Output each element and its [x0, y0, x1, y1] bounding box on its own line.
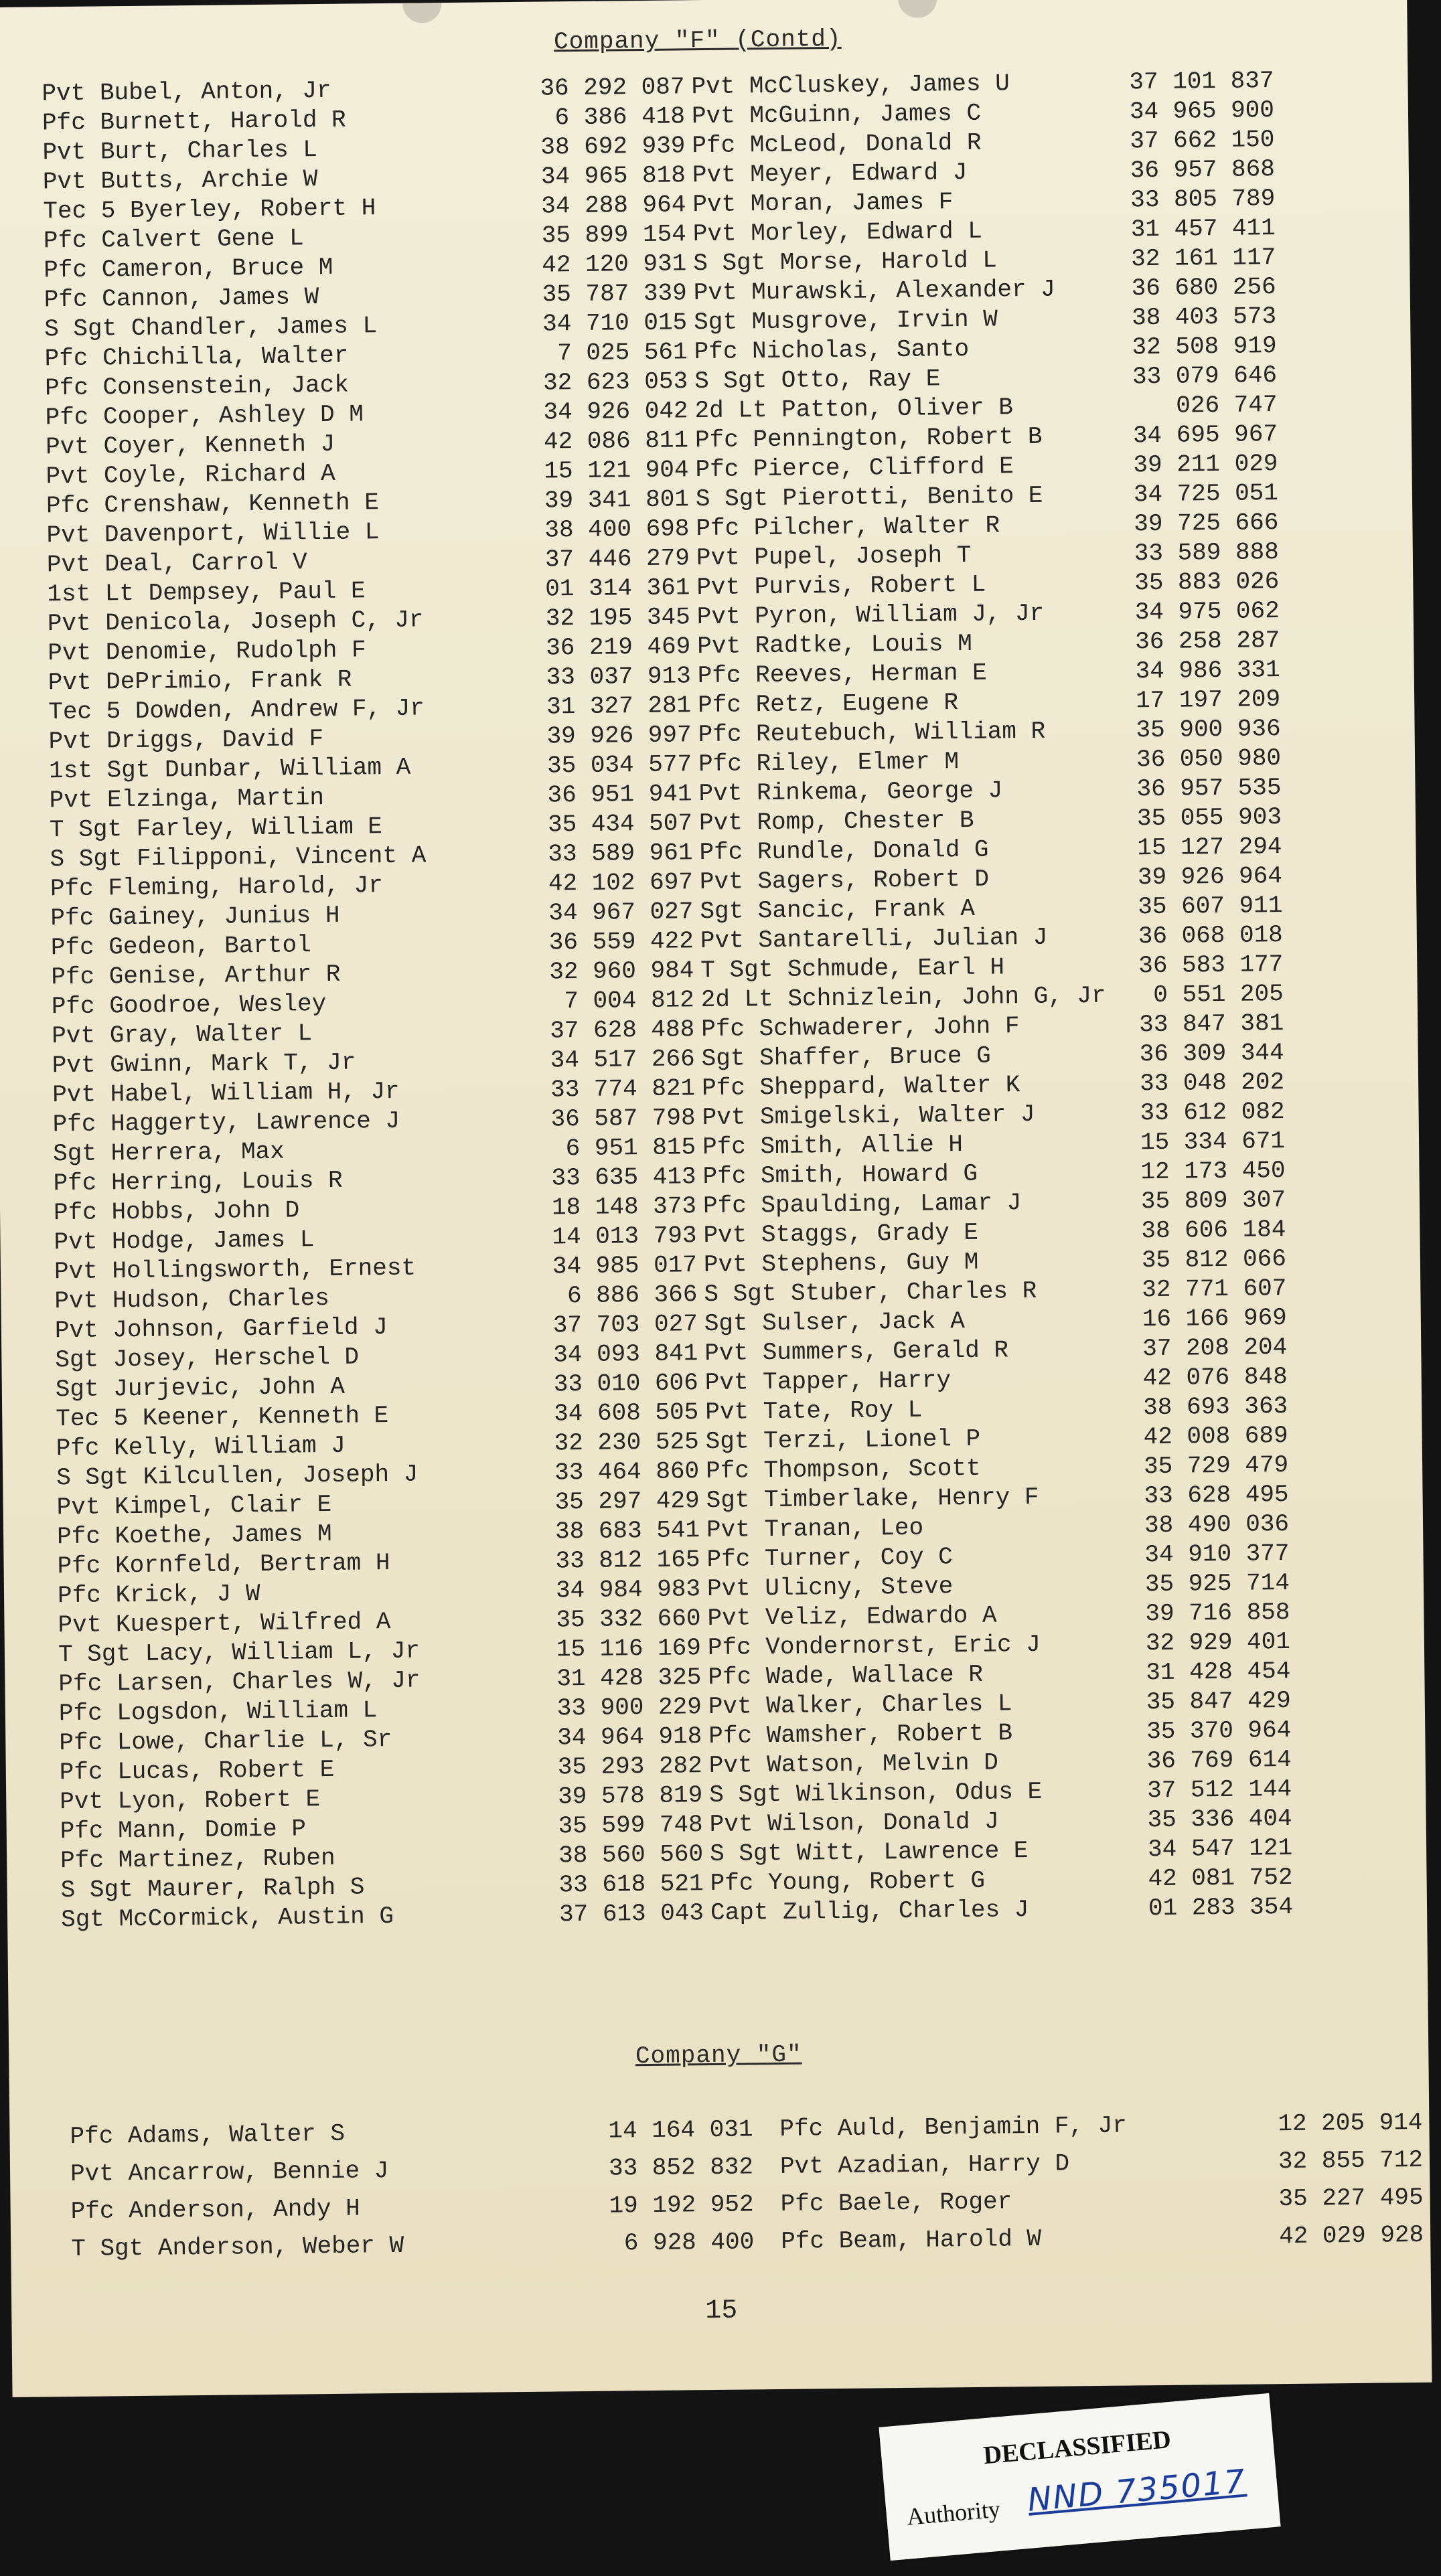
- soldier-name: Pvt Coyer, Kenneth J: [45, 430, 335, 461]
- serial-number: 15 334 671: [1140, 1127, 1286, 1157]
- serial-number: 33 774 821: [550, 1074, 696, 1104]
- soldier-name: Pfc Consenstein, Jack: [44, 371, 350, 402]
- soldier-name: Pfc Pennington, Robert B: [694, 422, 1043, 455]
- serial-number: 32 771 607: [1142, 1274, 1287, 1304]
- soldier-name: Pvt Tranan, Leo: [706, 1514, 924, 1544]
- soldier-name: Sgt Jurjevic, John A: [55, 1372, 346, 1404]
- soldier-name: Pvt Santarelli, Julian J: [700, 923, 1048, 955]
- soldier-name: Pfc Martinez, Ruben: [60, 1844, 335, 1875]
- serial-number: 34 093 841: [553, 1340, 698, 1369]
- serial-number: 38 490 036: [1144, 1510, 1290, 1540]
- serial-number: 34 608 505: [553, 1398, 699, 1428]
- soldier-name: Sgt Timberlake, Henry F: [706, 1483, 1039, 1515]
- soldier-name: Pvt Gray, Walter L: [52, 1020, 313, 1050]
- soldier-name: Pvt Ancarrow, Bennie J: [70, 2157, 389, 2188]
- soldier-name: Pvt Romp, Chester B: [698, 806, 974, 837]
- soldier-name: Pvt DePrimio, Frank R: [48, 665, 352, 697]
- serial-number: 36 680 256: [1131, 273, 1276, 303]
- serial-number: 34 964 918: [557, 1722, 702, 1752]
- serial-number: 34 975 062: [1134, 597, 1280, 627]
- soldier-name: Pvt Habel, William H, Jr: [52, 1077, 400, 1109]
- soldier-name: Sgt Herrera, Max: [52, 1137, 285, 1168]
- serial-number: 15 116 169: [556, 1634, 702, 1664]
- soldier-name: Sgt Terzi, Lionel P: [705, 1425, 981, 1456]
- serial-number: 6 951 815: [565, 1133, 696, 1163]
- serial-number: 33 900 229: [556, 1693, 702, 1722]
- serial-number: 32 161 117: [1130, 244, 1276, 273]
- soldier-name: Pfc Chichilla, Walter: [44, 341, 349, 373]
- serial-number: 35 227 495: [1278, 2183, 1424, 2213]
- soldier-name: S Sgt Wilkinson, Odus E: [709, 1777, 1043, 1809]
- company-f-roster: [0, 65, 1408, 1934]
- soldier-name: Pfc Hobbs, John D: [53, 1196, 300, 1227]
- soldier-name: Pvt McGuinn, James C: [691, 99, 982, 131]
- serial-number: 35 899 154: [541, 220, 687, 250]
- soldier-name: Pvt Tapper, Harry: [704, 1366, 952, 1397]
- serial-number: 12 205 914: [1278, 2108, 1423, 2138]
- serial-number: 34 926 042: [543, 397, 688, 426]
- soldier-name: Pfc Wade, Wallace R: [708, 1660, 984, 1692]
- serial-number: 33 847 381: [1138, 1010, 1284, 1039]
- soldier-name: Tec 5 Keener, Kenneth E: [56, 1402, 389, 1433]
- soldier-name: Pfc Cameron, Bruce M: [44, 253, 333, 285]
- soldier-name: Pvt Meyer, Edward J: [692, 158, 968, 189]
- serial-number: 33 037 913: [546, 662, 691, 692]
- serial-number: 36 587 798: [550, 1104, 696, 1133]
- soldier-name: Pvt Denicola, Joseph C, Jr: [47, 606, 424, 638]
- soldier-name: Pvt Coyle, Richard A: [46, 459, 335, 491]
- soldier-name: Pfc Goodroe, Wesley: [51, 989, 327, 1021]
- roster-entry: [780, 2146, 1423, 2182]
- soldier-name: Sgt Sulser, Jack A: [704, 1307, 965, 1338]
- soldier-name: Pfc Beam, Harold W: [781, 2225, 1042, 2255]
- serial-number: 39 716 858: [1145, 1598, 1290, 1628]
- serial-number: 33 589 961: [548, 839, 693, 868]
- soldier-name: Pvt Gwinn, Mark T, Jr: [52, 1048, 356, 1080]
- serial-number: 36 258 287: [1134, 627, 1280, 656]
- serial-number: 35 847 429: [1146, 1686, 1292, 1716]
- soldier-name: Pfc Koethe, James M: [56, 1520, 332, 1551]
- soldier-name: Pfc Turner, Coy C: [706, 1543, 954, 1574]
- soldier-name: Pfc Mann, Domie P: [60, 1815, 307, 1846]
- serial-number: 7 025 561: [557, 338, 688, 368]
- serial-number: 33 628 495: [1144, 1480, 1289, 1510]
- soldier-name: Pfc Adams, Walter S: [70, 2119, 346, 2151]
- soldier-name: Pvt Johnson, Garfield J: [54, 1313, 388, 1345]
- roster-entry: [710, 1893, 1293, 1928]
- serial-number: 32 230 525: [554, 1428, 699, 1457]
- company-f-heading: Company "F" (Contd): [553, 25, 842, 56]
- serial-number: 16 166 969: [1142, 1303, 1288, 1334]
- serial-number: 35 293 282: [557, 1752, 702, 1781]
- serial-number: 34 986 331: [1135, 656, 1280, 686]
- soldier-name: T Sgt Anderson, Weber W: [71, 2231, 404, 2263]
- soldier-name: Pfc Lowe, Charlie L, Sr: [59, 1726, 392, 1757]
- company-g-heading: Company "G": [635, 2040, 802, 2071]
- soldier-name: Tec 5 Dowden, Andrew F, Jr: [48, 694, 425, 726]
- serial-number: 35 809 307: [1140, 1186, 1286, 1216]
- serial-number: 026 747: [1176, 391, 1278, 420]
- serial-number: 36 951 941: [547, 780, 692, 809]
- soldier-name: Pvt Murawski, Alexander J: [693, 275, 1056, 307]
- soldier-name: Pfc Kelly, William J: [56, 1431, 346, 1463]
- serial-number: 35 812 066: [1141, 1244, 1287, 1275]
- serial-number: 6 928 400: [623, 2228, 755, 2257]
- soldier-name: Pvt Hodge, James L: [54, 1226, 315, 1257]
- serial-number: 32 929 401: [1145, 1627, 1291, 1658]
- serial-number: 35 332 660: [556, 1605, 701, 1634]
- serial-number: 37 208 204: [1142, 1333, 1288, 1363]
- serial-number: 35 787 339: [542, 279, 687, 309]
- serial-number: 38 683 541: [554, 1516, 700, 1546]
- serial-number: 15 121 904: [544, 456, 689, 485]
- serial-number: 37 703 027: [552, 1310, 698, 1340]
- serial-number: 38 403 573: [1131, 303, 1277, 332]
- declassified-stamp: [879, 2393, 1280, 2561]
- serial-number: 38 606 184: [1141, 1215, 1286, 1245]
- soldier-name: Sgt Sancic, Frank A: [700, 894, 976, 926]
- stamp-authority-label: Authority: [905, 2495, 1002, 2530]
- soldier-name: Pvt Driggs, David F: [48, 725, 324, 756]
- soldier-name: Pfc Gainey, Junius H: [50, 901, 340, 933]
- soldier-name: Pfc Riley, Elmer M: [698, 748, 960, 779]
- soldier-name: Pfc Retz, Eugene R: [697, 689, 959, 720]
- serial-number: 33 618 521: [558, 1870, 704, 1899]
- soldier-name: Pfc McLeod, Donald R: [692, 129, 982, 160]
- soldier-name: Pvt Kuespert, Wilfred A: [58, 1608, 391, 1639]
- serial-number: 32 623 053: [542, 368, 688, 397]
- roster-entry: [781, 2221, 1424, 2257]
- soldier-name: Pfc Thompson, Scott: [705, 1454, 981, 1485]
- serial-number: 36 068 018: [1138, 921, 1284, 951]
- serial-number: 35 434 507: [547, 809, 693, 839]
- roster-entry: [70, 2152, 753, 2189]
- serial-number: 39 926 964: [1137, 862, 1283, 892]
- serial-number: 34 288 964: [541, 191, 686, 220]
- soldier-name: Pvt Walker, Charles L: [708, 1690, 1012, 1721]
- soldier-name: Pfc Reeves, Herman E: [697, 659, 987, 690]
- serial-number: 33 010 606: [553, 1369, 698, 1398]
- soldier-name: Pvt Rinkema, George J: [698, 777, 1003, 808]
- page-number: 15: [705, 2296, 738, 2327]
- soldier-name: Pvt Stephens, Guy M: [703, 1248, 979, 1279]
- stamp-authority-value: NND 735017: [1026, 2462, 1248, 2519]
- roster-entry: [71, 2227, 754, 2264]
- soldier-name: Pvt Staggs, Grady E: [703, 1218, 979, 1250]
- soldier-name: S Sgt Pierotti, Benito E: [695, 481, 1043, 513]
- soldier-name: Pfc Cooper, Ashley D M: [45, 400, 364, 432]
- serial-number: 31 457 411: [1130, 214, 1276, 244]
- serial-number: 36 219 469: [546, 633, 691, 662]
- serial-number: 38 400 698: [544, 515, 690, 544]
- serial-number: 36 769 614: [1146, 1745, 1292, 1775]
- soldier-name: Pvt Hudson, Charles: [54, 1284, 330, 1315]
- soldier-name: Capt Zullig, Charles J: [710, 1896, 1029, 1927]
- soldier-name: S Sgt Witt, Lawrence E: [709, 1837, 1029, 1868]
- soldier-name: Pfc Spaulding, Lamar J: [702, 1189, 1022, 1220]
- serial-number: 42 102 697: [548, 868, 694, 898]
- soldier-name: Pfc Crenshaw, Kenneth E: [46, 489, 380, 520]
- serial-number: 42 120 931: [542, 250, 687, 279]
- serial-number: 6 886 366: [566, 1281, 698, 1310]
- serial-number: 39 926 997: [546, 721, 692, 750]
- serial-number: 38 692 939: [540, 132, 686, 161]
- serial-number: 36 957 535: [1136, 774, 1282, 803]
- soldier-name: Pvt Moran, James F: [692, 188, 954, 219]
- soldier-name: Pvt Morley, Edward L: [692, 217, 983, 248]
- serial-number: 34 967 027: [548, 898, 694, 927]
- serial-number: 37 613 043: [558, 1899, 704, 1929]
- serial-number: 36 583 177: [1138, 951, 1284, 980]
- soldier-name: S Sgt Maurer, Ralph S: [60, 1873, 365, 1905]
- serial-number: 37 628 488: [550, 1016, 695, 1045]
- soldier-name: 1st Sgt Dunbar, William A: [48, 753, 411, 785]
- soldier-name: Pvt Smigelski, Walter J: [702, 1100, 1035, 1132]
- soldier-name: Pvt Veliz, Edwardo A: [707, 1601, 997, 1633]
- serial-number: 35 370 964: [1146, 1716, 1292, 1746]
- serial-number: 37 446 279: [544, 544, 690, 574]
- soldier-name: S Sgt Filipponi, Vincent A: [50, 841, 427, 874]
- soldier-name: Pvt Lyon, Robert E: [60, 1785, 321, 1816]
- serial-number: 33 805 789: [1130, 185, 1276, 214]
- soldier-name: Pfc Burnett, Harold R: [42, 106, 346, 137]
- soldier-name: Pvt Bubel, Anton, Jr: [42, 76, 331, 108]
- soldier-name: Pfc Gedeon, Bartol: [50, 931, 311, 962]
- serial-number: 36 559 422: [548, 927, 694, 957]
- serial-number: 31 428 325: [556, 1664, 702, 1693]
- soldier-name: Pfc Baele, Roger: [780, 2188, 1012, 2218]
- soldier-name: Pfc Logsdon, William L: [58, 1696, 378, 1728]
- serial-number: 36 957 868: [1130, 155, 1276, 185]
- soldier-name: Pvt Pyron, William J, Jr: [696, 599, 1045, 631]
- soldier-name: Pvt Azadian, Harry D: [779, 2150, 1070, 2180]
- soldier-name: Pvt Sagers, Robert D: [699, 865, 990, 896]
- serial-number: 33 612 082: [1140, 1098, 1285, 1127]
- serial-number: 33 635 413: [551, 1163, 696, 1192]
- serial-number: 35 297 429: [554, 1487, 700, 1516]
- soldier-name: Pfc Sheppard, Walter K: [701, 1071, 1020, 1103]
- soldier-name: Pfc Rundle, Donald G: [699, 835, 989, 867]
- soldier-name: Pvt Purvis, Robert L: [696, 570, 986, 602]
- soldier-name: Sgt Shaffer, Bruce G: [701, 1042, 991, 1073]
- serial-number: 35 883 026: [1134, 568, 1280, 597]
- serial-number: 39 341 801: [544, 485, 690, 515]
- serial-number: 42 008 689: [1143, 1421, 1288, 1451]
- soldier-name: Pfc Anderson, Andy H: [70, 2194, 360, 2226]
- serial-number: 17 197 209: [1135, 686, 1281, 715]
- soldier-name: Pvt Ulicny, Steve: [706, 1573, 954, 1603]
- serial-number: 37 101 837: [1129, 67, 1274, 96]
- soldier-name: 2d Lt Schnizlein, John G, Jr: [700, 981, 1106, 1014]
- serial-number: 33 079 646: [1132, 361, 1278, 391]
- serial-number: 39 725 666: [1134, 509, 1279, 538]
- soldier-name: Pfc Vondernorst, Eric J: [707, 1630, 1041, 1662]
- soldier-name: Sgt Josey, Herschel D: [55, 1343, 360, 1374]
- soldier-name: Pfc Fleming, Harold, Jr: [50, 872, 384, 903]
- serial-number: 42 081 752: [1148, 1863, 1293, 1893]
- soldier-name: Pvt Elzinga, Martin: [49, 783, 325, 815]
- serial-number: 14 164 031: [608, 2115, 753, 2145]
- soldier-name: Pvt Burt, Charles L: [42, 136, 318, 167]
- serial-number: 36 309 344: [1139, 1039, 1284, 1068]
- soldier-name: Pfc Schwaderer, John F: [701, 1012, 1020, 1044]
- soldier-name: Pfc Genise, Arthur R: [51, 960, 341, 991]
- serial-number: 37 662 150: [1130, 126, 1275, 155]
- serial-number: 6 386 418: [554, 102, 686, 132]
- serial-number: 33 852 832: [608, 2153, 754, 2182]
- serial-number: 35 900 936: [1136, 715, 1281, 744]
- soldier-name: Pfc Smith, Allie H: [702, 1131, 964, 1161]
- soldier-name: Pvt Davenport, Willie L: [46, 518, 380, 550]
- serial-number: 35 599 748: [558, 1811, 703, 1840]
- serial-number: 34 547 121: [1147, 1834, 1293, 1864]
- serial-number: 36 050 980: [1136, 744, 1282, 774]
- serial-number: 12 173 450: [1140, 1156, 1286, 1186]
- serial-number: 33 464 860: [554, 1457, 700, 1487]
- soldier-name: Pvt Deal, Carrol V: [46, 548, 308, 579]
- soldier-name: Pfc Nicholas, Santo: [694, 335, 970, 366]
- soldier-name: S Sgt Kilcullen, Joseph J: [56, 1460, 419, 1492]
- serial-number: 34 695 967: [1132, 420, 1278, 450]
- soldier-name: Pfc Calvert Gene L: [43, 224, 304, 255]
- serial-number: 35 729 479: [1143, 1451, 1289, 1481]
- serial-number: 19 192 952: [609, 2190, 754, 2220]
- serial-number: 38 560 560: [558, 1840, 704, 1870]
- soldier-name: Pfc Pilcher, Walter R: [696, 511, 1000, 543]
- serial-number: 32 960 984: [549, 957, 694, 986]
- soldier-name: Pvt Wilson, Donald J: [709, 1807, 999, 1839]
- soldier-name: Pvt Hollingsworth, Ernest: [54, 1254, 416, 1286]
- soldier-name: Sgt McCormick, Austin G: [60, 1903, 394, 1934]
- soldier-name: Pvt McCluskey, James U: [691, 70, 1010, 101]
- serial-number: 32 508 919: [1132, 332, 1277, 361]
- serial-number: 33 048 202: [1139, 1068, 1285, 1098]
- soldier-name: Pfc Smith, Howard G: [702, 1159, 978, 1191]
- soldier-name: Pvt Denomie, Rudolph F: [48, 636, 366, 667]
- soldier-name: 1st Lt Dempsey, Paul E: [47, 577, 366, 609]
- serial-number: 33 812 165: [555, 1546, 700, 1575]
- serial-number: 7 004 812: [564, 986, 695, 1016]
- serial-number: 33 589 888: [1134, 538, 1280, 568]
- soldier-name: Pfc Larsen, Charles W, Jr: [58, 1666, 421, 1698]
- serial-number: 42 076 848: [1142, 1362, 1288, 1392]
- roster-entry: [70, 2115, 753, 2152]
- soldier-name: Pvt Tate, Roy L: [705, 1396, 923, 1427]
- soldier-name: Pfc Pierce, Clifford E: [695, 453, 1014, 484]
- punch-hole: [898, 0, 937, 18]
- roster-entry: [61, 1899, 704, 1935]
- soldier-name: Pfc Kornfeld, Bertram H: [57, 1549, 390, 1581]
- serial-number: 0 551 205: [1153, 980, 1284, 1010]
- soldier-name: Sgt Musgrove, Irvin W: [693, 305, 998, 337]
- serial-number: 35 055 903: [1136, 803, 1282, 833]
- company-g-roster: [9, 2108, 1429, 2263]
- serial-number: 34 910 377: [1144, 1539, 1290, 1569]
- soldier-name: S Sgt Chandler, James L: [44, 312, 378, 343]
- serial-number: 34 984 983: [555, 1575, 701, 1605]
- serial-number: 42 029 928: [1278, 2221, 1424, 2251]
- soldier-name: Pvt Butts, Archie W: [42, 165, 318, 196]
- serial-number: 34 985 017: [552, 1251, 698, 1281]
- serial-number: 42 086 811: [543, 426, 689, 456]
- serial-number: 35 034 577: [546, 750, 692, 780]
- soldier-name: Pfc Cannon, James W: [44, 283, 319, 314]
- soldier-name: Pfc Auld, Benjamin F, Jr: [779, 2111, 1128, 2143]
- serial-number: 39 211 029: [1133, 450, 1278, 479]
- serial-number: 18 148 373: [551, 1192, 697, 1222]
- soldier-name: Pfc Herring, Louis R: [53, 1166, 343, 1198]
- serial-number: 15 127 294: [1137, 833, 1282, 862]
- serial-number: 34 725 051: [1133, 479, 1279, 509]
- serial-number: 39 578 819: [557, 1781, 703, 1811]
- roster-entry: [779, 2108, 1422, 2144]
- serial-number: 38 693 363: [1142, 1392, 1288, 1422]
- soldier-name: Pfc Haggerty, Lawrence J: [52, 1107, 400, 1139]
- roster-entry: [780, 2183, 1423, 2219]
- serial-number: 31 327 281: [546, 692, 692, 721]
- soldier-name: T Sgt Lacy, William L, Jr: [58, 1637, 421, 1669]
- serial-number: 34 965 900: [1129, 96, 1275, 126]
- punch-hole: [402, 0, 442, 23]
- soldier-name: S Sgt Morse, Harold L: [693, 246, 998, 278]
- serial-number: 37 512 144: [1146, 1775, 1292, 1805]
- soldier-name: Pvt Pupel, Joseph T: [696, 541, 972, 572]
- serial-number: 34 517 266: [550, 1045, 695, 1074]
- soldier-name: Pfc Lucas, Robert E: [59, 1755, 335, 1787]
- soldier-name: Pfc Reutebuch, William R: [698, 717, 1046, 749]
- serial-number: 34 965 818: [540, 161, 686, 191]
- serial-number: 35 336 404: [1147, 1804, 1292, 1834]
- soldier-name: Pvt Summers, Gerald R: [704, 1336, 1009, 1368]
- roster-entry: [70, 2190, 753, 2227]
- stamp-title: DECLASSIFIED: [982, 2425, 1172, 2470]
- soldier-name: Pfc Wamsher, Robert B: [708, 1719, 1013, 1751]
- serial-number: 01 314 361: [545, 574, 690, 603]
- soldier-name: S Sgt Stuber, Charles R: [704, 1277, 1037, 1309]
- serial-number: 32 195 345: [545, 603, 691, 633]
- soldier-name: Pvt Watson, Melvin D: [708, 1749, 999, 1780]
- serial-number: 35 607 911: [1138, 892, 1283, 921]
- serial-number: 32 855 712: [1278, 2146, 1424, 2176]
- serial-number: 34 710 015: [542, 309, 688, 338]
- serial-number: 01 283 354: [1148, 1893, 1294, 1923]
- soldier-name: Pfc Krick, J W: [57, 1580, 260, 1610]
- soldier-name: Pvt Kimpel, Clair E: [56, 1490, 332, 1522]
- soldier-name: 2d Lt Patton, Oliver B: [694, 394, 1014, 425]
- serial-number: 31 428 454: [1146, 1657, 1291, 1687]
- serial-number: 35 925 714: [1144, 1568, 1290, 1599]
- serial-number: 36 292 087: [540, 73, 685, 102]
- serial-number: 14 013 793: [552, 1222, 697, 1251]
- soldier-name: T Sgt Farley, William E: [49, 813, 383, 844]
- soldier-name: Tec 5 Byerley, Robert H: [43, 194, 376, 226]
- soldier-name: S Sgt Otto, Ray E: [694, 365, 941, 396]
- soldier-name: T Sgt Schmude, Earl H: [700, 953, 1005, 985]
- soldier-name: Pvt Radtke, Louis M: [697, 629, 972, 661]
- soldier-name: Pfc Young, Robert G: [710, 1866, 986, 1898]
